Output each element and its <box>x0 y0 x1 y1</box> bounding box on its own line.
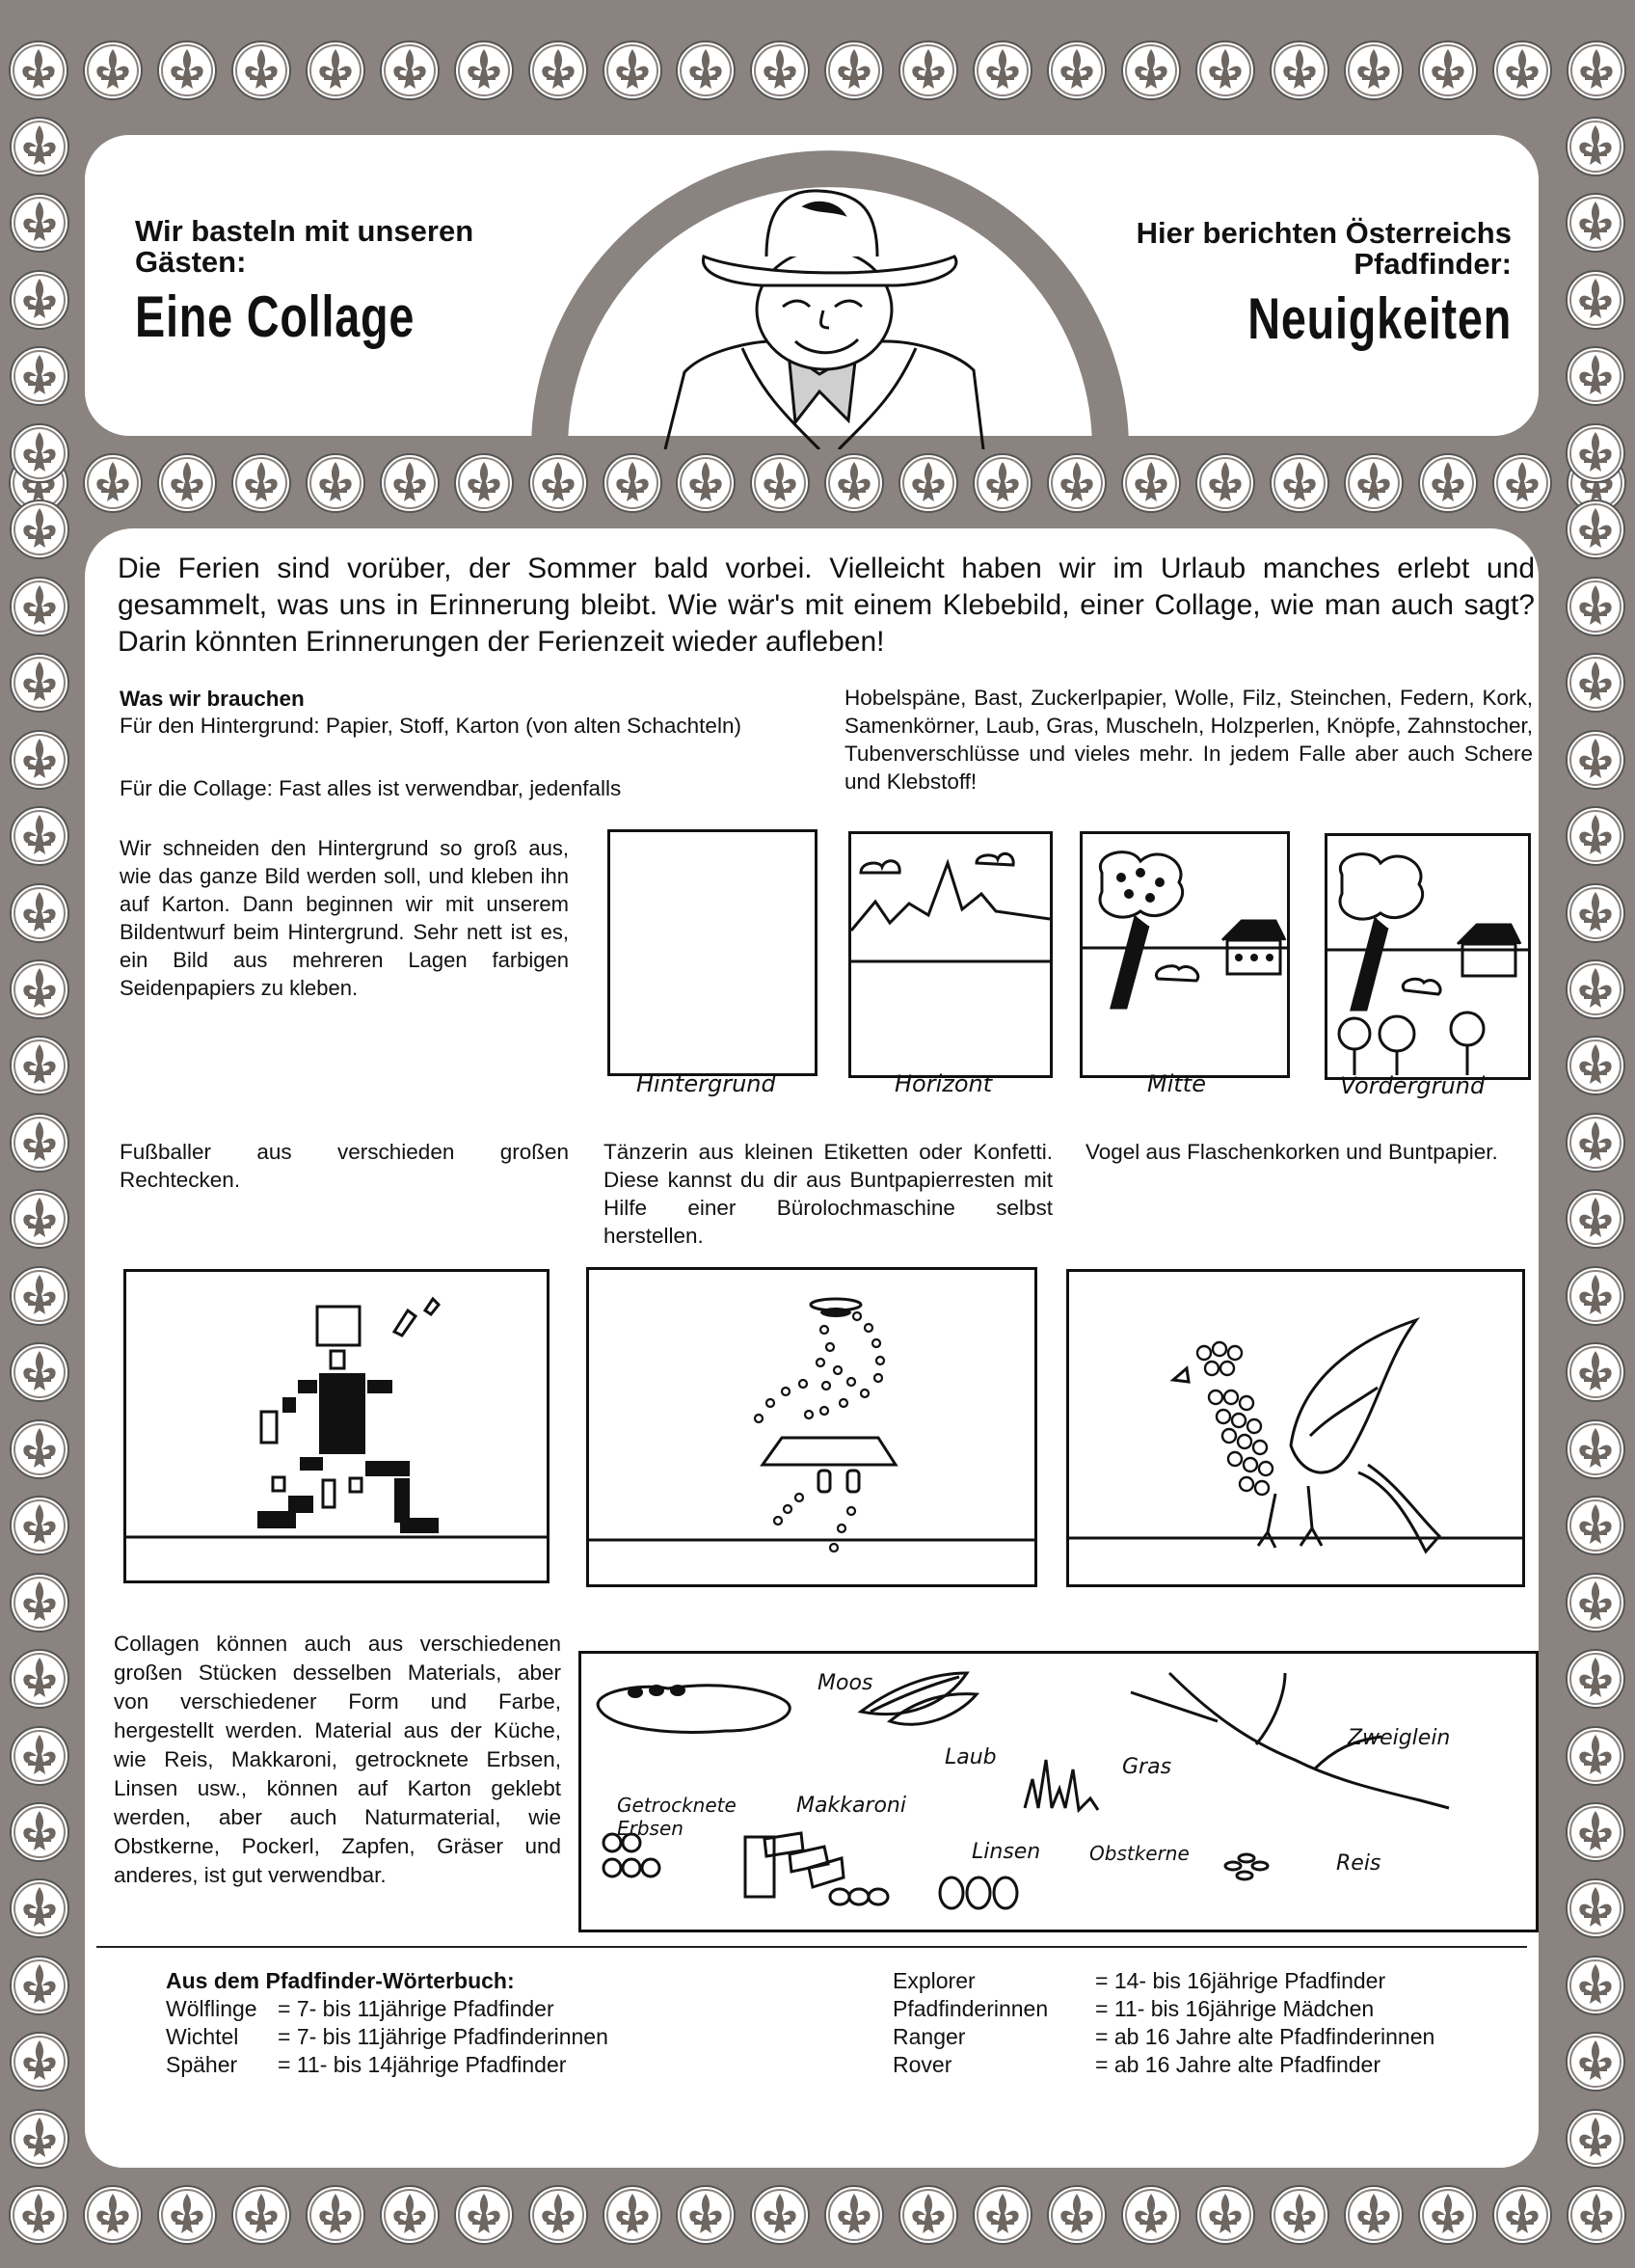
fleur-de-lis-icon <box>602 2184 663 2246</box>
fleur-de-lis-icon <box>156 452 218 514</box>
dictionary-left <box>166 1967 764 2079</box>
fleur-de-lis-icon <box>230 40 292 101</box>
dictionary-entry <box>166 2023 764 2051</box>
fleur-de-lis-icon <box>675 2184 737 2246</box>
label-gras: Gras <box>1122 1755 1172 1779</box>
fleur-de-lis-icon <box>1565 2031 1626 2092</box>
middle-border <box>8 449 1627 517</box>
caption-football: Fußballer aus verschieden großen Rechtecken. <box>120 1140 569 1192</box>
fleur-de-lis-icon <box>9 958 70 1020</box>
fleur-de-lis-icon <box>1566 2184 1627 2246</box>
sketch-horizont <box>848 831 1053 1078</box>
header-right-subtitle: Hier berichten Österreichs Pfadfinder: <box>1136 216 1512 281</box>
fleur-de-lis-icon <box>972 452 1033 514</box>
fleur-de-lis-icon <box>1194 40 1256 101</box>
dictionary-term: Explorer <box>893 1968 976 1993</box>
bottom-border <box>8 2181 1627 2249</box>
dictionary-entry <box>893 1995 1529 2023</box>
fleur-de-lis-icon <box>1565 1955 1626 2016</box>
fleur-de-lis-icon <box>9 576 70 637</box>
fleur-de-lis-icon <box>1565 1418 1626 1480</box>
fleur-de-lis-icon <box>9 1188 70 1250</box>
fleur-de-lis-icon <box>1565 345 1626 407</box>
fleur-de-lis-icon <box>1417 2184 1479 2246</box>
fleur-de-lis-icon <box>230 2184 292 2246</box>
fleur-de-lis-icon <box>156 40 218 101</box>
sketch-dancer <box>586 1267 1037 1587</box>
label-reis: Reis <box>1336 1851 1381 1876</box>
dictionary-definition: = 7- bis 11jährige Pfadfinderinnen <box>278 2024 608 2049</box>
dictionary-definition: = ab 16 Jahre alte Pfadfinder <box>1095 2052 1381 2077</box>
dictionary-definition: = 7- bis 11jährige Pfadfinder <box>278 1996 554 2021</box>
fleur-de-lis-icon <box>9 1648 70 1710</box>
fleur-de-lis-icon <box>453 2184 515 2246</box>
right-border <box>1562 116 1629 2170</box>
fleur-de-lis-icon <box>1269 2184 1330 2246</box>
dictionary-entry <box>166 2051 764 2079</box>
fleur-de-lis-icon <box>823 40 885 101</box>
fleur-de-lis-icon <box>9 1955 70 2016</box>
dictionary-term: Pfadfinderinnen <box>893 1996 1049 2021</box>
fleur-de-lis-icon <box>1417 40 1479 101</box>
fleur-de-lis-icon <box>305 40 366 101</box>
fleur-de-lis-icon <box>9 2108 70 2170</box>
fleur-de-lis-icon <box>749 452 811 514</box>
materials-paragraph: Collagen können auch aus verschiedenen großen Stücken desselben Materials, aber von verschiedener Form und Farbe, hergestellt werden. Material aus der Küche, wie Reis, Makkaroni, getrocknete Erbsen, Linsen usw., können auf Karton geklebt werden, aber auch Naturmaterial, wie Obstkerne, Pockerl, Zapfen, Gräser und anderes, ist gut verwendbar. <box>114 1632 561 1887</box>
sketch-bird <box>1066 1269 1525 1587</box>
fleur-de-lis-icon <box>1269 40 1330 101</box>
fleur-de-lis-icon <box>9 422 70 484</box>
fleur-de-lis-icon <box>972 40 1033 101</box>
fleur-de-lis-icon <box>9 652 70 714</box>
header-left-title: Eine Collage <box>135 284 415 349</box>
fleur-de-lis-icon <box>1565 1112 1626 1174</box>
fleur-de-lis-icon <box>527 40 589 101</box>
fleur-de-lis-icon <box>9 1418 70 1480</box>
caption-dancer: Tänzerin aus kleinen Etiketten oder Konfetti. Diese kannst du dir aus Buntpapierresten mit Hilfe einer Bürolochmaschine selbst herstellen. <box>603 1140 1053 1248</box>
fleur-de-lis-icon <box>1565 1877 1626 1939</box>
sketch-mitte <box>1080 831 1290 1078</box>
fleur-de-lis-icon <box>527 2184 589 2246</box>
fleur-de-lis-icon <box>749 40 811 101</box>
fleur-de-lis-icon <box>82 2184 144 2246</box>
fleur-de-lis-icon <box>9 1112 70 1174</box>
fleur-de-lis-icon <box>1120 40 1182 101</box>
fleur-de-lis-icon <box>1491 452 1553 514</box>
dictionary-entry <box>893 2023 1529 2051</box>
fleur-de-lis-icon <box>1120 452 1182 514</box>
fleur-de-lis-icon <box>1194 452 1256 514</box>
materials-collage: Für die Collage: Fast alles ist verwendbar, jedenfalls <box>120 776 622 800</box>
sketch-hintergrund <box>607 829 818 1076</box>
fleur-de-lis-icon <box>305 452 366 514</box>
fleur-de-lis-icon <box>9 1725 70 1787</box>
fleur-de-lis-icon <box>379 452 441 514</box>
label-zweiglein: Zweiglein <box>1348 1726 1451 1750</box>
sketch-football <box>123 1269 549 1583</box>
fleur-de-lis-icon <box>379 2184 441 2246</box>
fleur-de-lis-icon <box>1565 269 1626 331</box>
fleur-de-lis-icon <box>1565 882 1626 944</box>
fleur-de-lis-icon <box>1565 1648 1626 1710</box>
fleur-de-lis-icon <box>1565 1341 1626 1403</box>
divider-line <box>96 1946 1527 1948</box>
fleur-de-lis-icon <box>602 452 663 514</box>
fleur-de-lis-icon <box>9 1801 70 1863</box>
label-hintergrund: Hintergrund <box>636 1070 776 1097</box>
top-border <box>8 37 1627 104</box>
fleur-de-lis-icon <box>1565 2108 1626 2170</box>
fleur-de-lis-icon <box>9 192 70 254</box>
fleur-de-lis-icon <box>898 452 959 514</box>
materials-heading: Was wir brauchen <box>120 687 305 711</box>
fleur-de-lis-icon <box>9 2031 70 2092</box>
caption-bird: Vogel aus Flaschenkorken und Buntpapier. <box>1086 1140 1498 1164</box>
label-linsen: Linsen <box>972 1840 1041 1864</box>
fleur-de-lis-icon <box>1565 729 1626 791</box>
fleur-de-lis-icon <box>602 40 663 101</box>
dictionary-term: Ranger <box>893 2024 966 2049</box>
dictionary-heading: Aus dem Pfadfinder-Wörterbuch: <box>166 1968 515 1993</box>
dictionary-term: Späher <box>166 2052 238 2077</box>
fleur-de-lis-icon <box>1565 1265 1626 1327</box>
fleur-de-lis-icon <box>1046 452 1108 514</box>
fleur-de-lis-icon <box>9 345 70 407</box>
fleur-de-lis-icon <box>1565 1725 1626 1787</box>
fleur-de-lis-icon <box>1565 1035 1626 1096</box>
materials-background: Für den Hintergrund: Papier, Stoff, Karton (von alten Schachteln) <box>120 714 741 738</box>
left-border <box>6 116 73 2170</box>
fleur-de-lis-icon <box>1565 1188 1626 1250</box>
fleur-de-lis-icon <box>1491 2184 1553 2246</box>
label-mitte: Mitte <box>1147 1070 1206 1097</box>
label-moos: Moos <box>818 1671 873 1695</box>
fleur-de-lis-icon <box>9 729 70 791</box>
fleur-de-lis-icon <box>305 2184 366 2246</box>
fleur-de-lis-icon <box>9 1265 70 1327</box>
fleur-de-lis-icon <box>1565 805 1626 867</box>
fleur-de-lis-icon <box>1417 452 1479 514</box>
label-horizont: Horizont <box>895 1070 993 1097</box>
fleur-de-lis-icon <box>527 452 589 514</box>
dictionary-definition: = 11- bis 14jährige Pfadfinder <box>278 2052 567 2077</box>
fleur-de-lis-icon <box>8 40 69 101</box>
fleur-de-lis-icon <box>1046 40 1108 101</box>
label-vordergrund: Vordergrund <box>1340 1072 1486 1099</box>
fleur-de-lis-icon <box>1566 40 1627 101</box>
fleur-de-lis-icon <box>1343 40 1405 101</box>
scout-illustration <box>530 122 1130 449</box>
fleur-de-lis-icon <box>749 2184 811 2246</box>
steps-paragraph: Wir schneiden den Hintergrund so groß aus, wie das ganze Bild werden soll, und kleben ihn auf Karton. Dann beginnen wir mit unserem Bildentwurf beim Hintergrund. Sehr nett ist es, ein Bild aus mehreren Lagen farbigen Seidenpapiers zu kleben. <box>120 836 569 1000</box>
fleur-de-lis-icon <box>9 499 70 560</box>
header-left-subtitle: Wir basteln mit unseren Gästen: <box>135 214 474 279</box>
dictionary-term: Wichtel <box>166 2024 239 2049</box>
fleur-de-lis-icon <box>1565 499 1626 560</box>
dictionary-definition: = ab 16 Jahre alte Pfadfinderinnen <box>1095 2024 1435 2049</box>
fleur-de-lis-icon <box>9 1035 70 1096</box>
fleur-de-lis-icon <box>230 452 292 514</box>
fleur-de-lis-icon <box>823 2184 885 2246</box>
fleur-de-lis-icon <box>9 805 70 867</box>
fleur-de-lis-icon <box>1565 1495 1626 1556</box>
fleur-de-lis-icon <box>1565 192 1626 254</box>
fleur-de-lis-icon <box>1565 652 1626 714</box>
fleur-de-lis-icon <box>1565 422 1626 484</box>
dictionary-entry <box>166 1995 764 2023</box>
fleur-de-lis-icon <box>9 1877 70 1939</box>
materials-continued: Hobelspäne, Bast, Zuckerlpapier, Wolle, Filz, Steinchen, Federn, Kork, Samenkörner, Laub, Gras, Muscheln, Holzperlen, Knöpfe, Zahnstocher, Tubenverschlüsse und vieles mehr. In jedem Falle aber auch Schere und Klebstoff! <box>844 686 1533 794</box>
fleur-de-lis-icon <box>9 269 70 331</box>
label-laub: Laub <box>945 1745 997 1769</box>
fleur-de-lis-icon <box>9 1572 70 1634</box>
fleur-de-lis-icon <box>82 452 144 514</box>
fleur-de-lis-icon <box>1565 116 1626 177</box>
fleur-de-lis-icon <box>1565 576 1626 637</box>
fleur-de-lis-icon <box>898 2184 959 2246</box>
fleur-de-lis-icon <box>156 2184 218 2246</box>
sketch-vordergrund <box>1325 833 1531 1080</box>
fleur-de-lis-icon <box>1343 2184 1405 2246</box>
fleur-de-lis-icon <box>9 1495 70 1556</box>
label-makkaroni: Makkaroni <box>796 1794 906 1818</box>
dictionary-entry <box>893 1967 1529 1995</box>
fleur-de-lis-icon <box>1343 452 1405 514</box>
fleur-de-lis-icon <box>82 40 144 101</box>
fleur-de-lis-icon <box>453 40 515 101</box>
fleur-de-lis-icon <box>675 40 737 101</box>
dictionary-definition: = 11- bis 16jährige Mädchen <box>1095 1996 1375 2021</box>
dictionary-right <box>893 1967 1529 2079</box>
dictionary-term: Wölflinge <box>166 1996 257 2021</box>
fleur-de-lis-icon <box>1269 452 1330 514</box>
fleur-de-lis-icon <box>1194 2184 1256 2246</box>
dictionary-term: Rover <box>893 2052 952 2077</box>
dictionary-entry <box>893 2051 1529 2079</box>
fleur-de-lis-icon <box>1565 1801 1626 1863</box>
sketch-materials <box>578 1651 1539 1932</box>
fleur-de-lis-icon <box>8 2184 69 2246</box>
fleur-de-lis-icon <box>675 452 737 514</box>
fleur-de-lis-icon <box>898 40 959 101</box>
fleur-de-lis-icon <box>453 452 515 514</box>
header-right-title: Neuigkeiten <box>1247 286 1512 351</box>
fleur-de-lis-icon <box>9 882 70 944</box>
fleur-de-lis-icon <box>1120 2184 1182 2246</box>
fleur-de-lis-icon <box>823 452 885 514</box>
intro-paragraph: Die Ferien sind vorüber, der Sommer bald vorbei. Vielleicht haben wir im Urlaub manches erlebt und gesammelt, was uns in Erinnerung bleibt. Wie wär's mit einem Klebebild, einer Collage, wie man auch sagt? Darin könnten Erinnerungen der Ferienzeit wieder aufleben! <box>118 553 1535 658</box>
fleur-de-lis-icon <box>1565 1572 1626 1634</box>
fleur-de-lis-icon <box>9 116 70 177</box>
fleur-de-lis-icon <box>9 1341 70 1403</box>
fleur-de-lis-icon <box>1046 2184 1108 2246</box>
dictionary-definition: = 14- bis 16jährige Pfadfinder <box>1095 1968 1386 1993</box>
fleur-de-lis-icon <box>379 40 441 101</box>
fleur-de-lis-icon <box>1491 40 1553 101</box>
label-erbsen: Getrocknete Erbsen <box>617 1794 737 1840</box>
label-obstkerne: Obstkerne <box>1089 1842 1190 1865</box>
fleur-de-lis-icon <box>972 2184 1033 2246</box>
fleur-de-lis-icon <box>1565 958 1626 1020</box>
